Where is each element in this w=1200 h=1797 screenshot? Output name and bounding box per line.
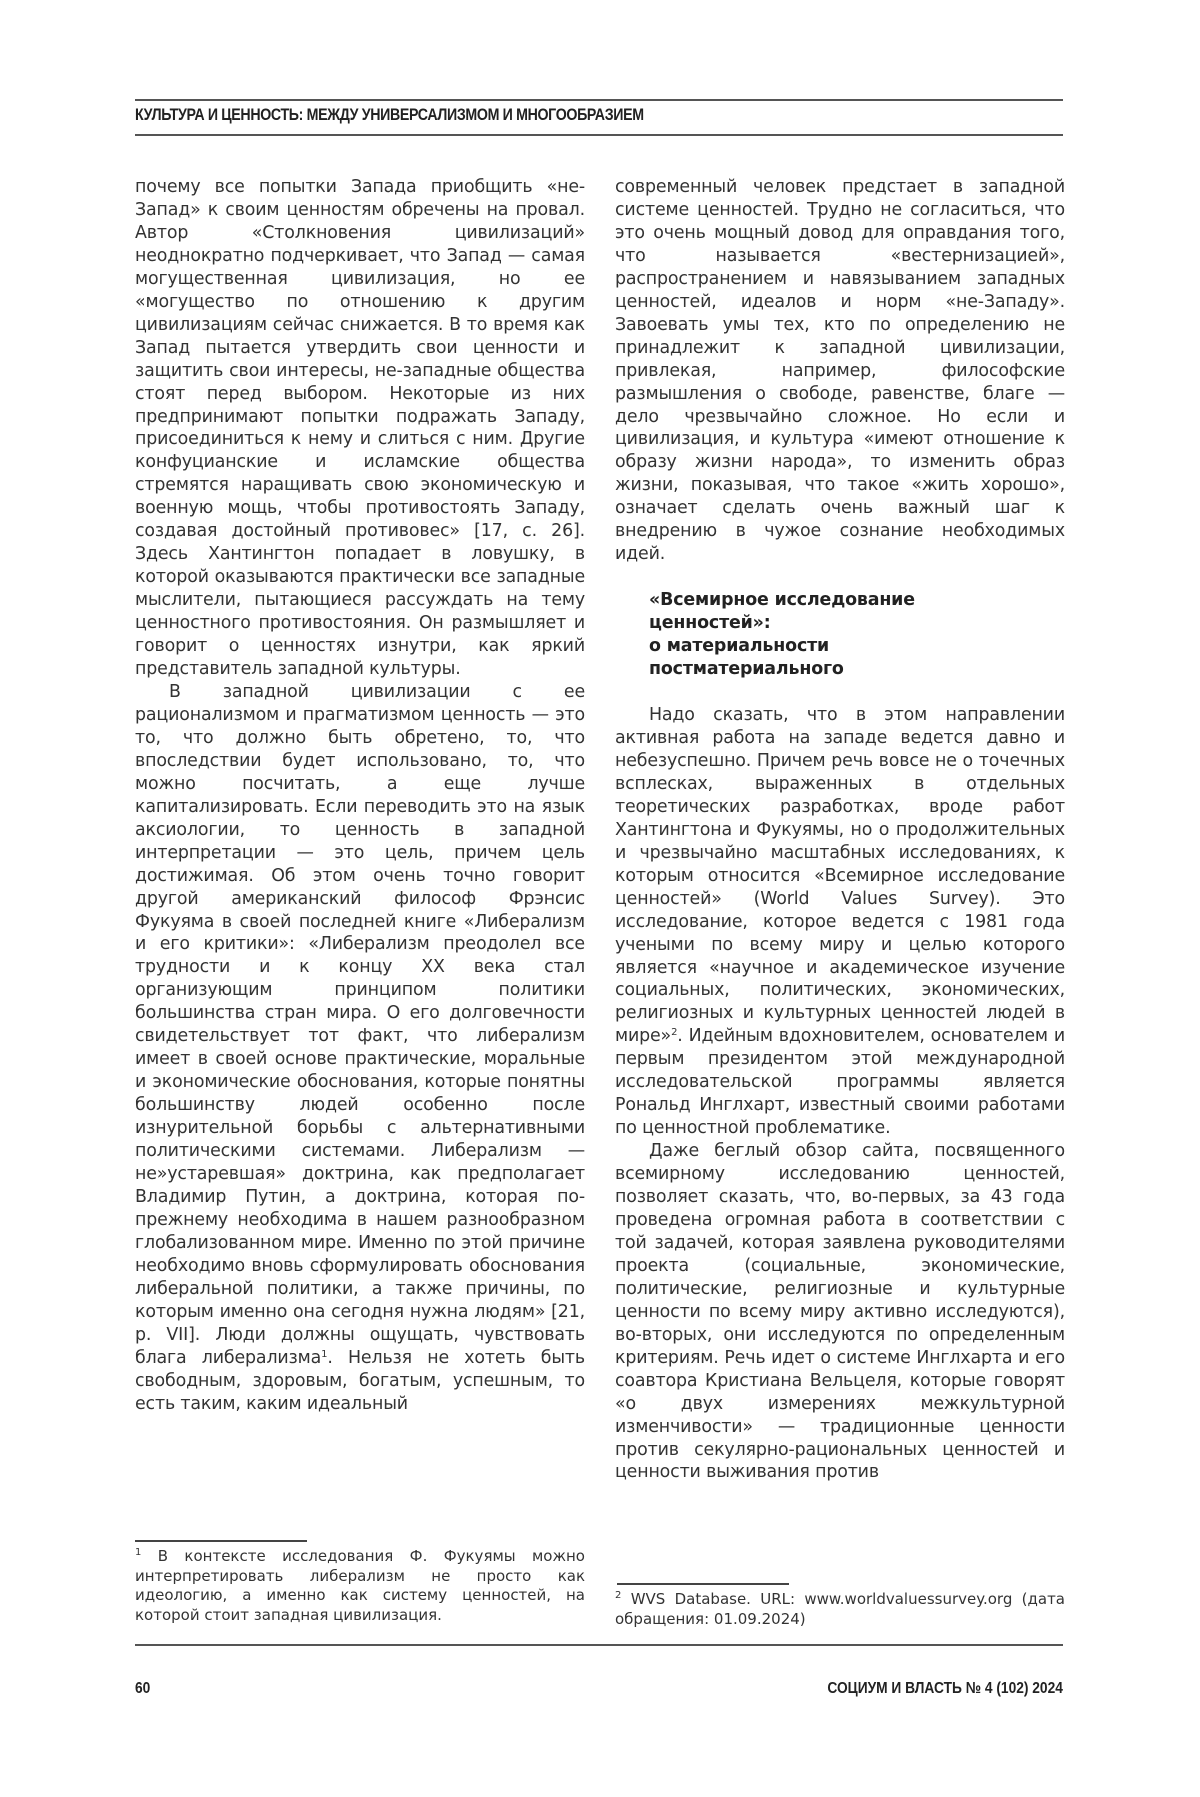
right-column bbox=[615, 176, 1065, 1484]
footer-rule bbox=[135, 1644, 1063, 1646]
running-title: КУЛЬТУРА И ЦЕННОСТЬ: МЕЖДУ УНИВЕРСАЛИЗМОМ И МНОГООБРАЗИЕМ bbox=[135, 106, 644, 124]
section-heading-line: о материальности bbox=[649, 636, 830, 657]
body-paragraph: Даже беглый обзор сайта, посвященного всемирному исследованию ценностей, позволяет сказать, что, во-первых, за 43 года проведена огромная работа в соответствии с той задачей, которая заявлена руководителями проекта (социальные, экономические, политические, религиозные и культурные ценности по всему миру активно исследуются), во-вторых, они исследуются по определенным критериям. Речь идет о системе Инглхарта и его соавтора Кристиана Вельцеля, которые говорят «о двух измерениях межкультурной изменчивости» — традиционные ценности против секулярно-рациональных ценностей и ценности выживания против bbox=[615, 1141, 1065, 1483]
body-paragraph bbox=[135, 681, 585, 1416]
paragraph-text: . Нельзя не хотеть быть свободным, здоровым, богатым, успешным, то есть таким, каким идеальный bbox=[135, 1347, 585, 1414]
page-number: 60 bbox=[135, 1680, 151, 1697]
footnote-text: В контексте исследования Ф. Фукуямы можно интерпретировать либерализм не просто как идеологию, а именно как систему ценностей, на которой стоит западная цивилизация. bbox=[135, 1547, 585, 1624]
paragraph-text: Надо сказать, что в этом направлении активная работа на западе ведется давно и небезуспешно. Причем речь вовсе не о точечных всплесках, выраженных в отдельных теоретических разработках, вроде работ Хантингтона и Фукуямы, но о продолжительных и чрезвычайно масштабных исследованиях, к которым относится «Всемирное исследование ценностей» (World Values Survey). Это исследование, которое ведется с 1981 года учеными по всему миру и целью которого является «научное и академическое изучение социальных, политических, экономических, религиозных и культурных ценностей людей в мире» bbox=[615, 705, 1065, 1047]
body-paragraph: почему все попытки Запада приобщить «не-Запад» к своим ценностям обречены на провал. Автор «Столкновения цивилизаций» неоднократно подчеркивает, что Запад — самая могущественная цивилизация, но ее «могущество по отношению к другим цивилизациям сейчас снижается. В то время как Запад пытается утвердить свои ценности и защитить свои интересы, не-западные общества стоят перед выбором. Некоторые из них предпринимают попытки подражать Западу, присоединиться к нему и слиться с ним. Другие конфуцианские и исламские общества стремятся наращивать свою экономическую и военную мощь, чтобы противостоять Западу, создавая достойный противовес» [17, с. 26]. Здесь Хантингтон попадает в ловушку, в которой оказываются практически все западные мыслители, пытающиеся рассуждать на тему ценностного противостояния. Он размышляет и говорит о ценностях изнутри, как яркий представитель западной культуры. bbox=[135, 177, 585, 680]
footnote-marker: 1 bbox=[135, 1547, 142, 1558]
footnote-separator bbox=[135, 1540, 307, 1542]
left-column bbox=[135, 176, 585, 1415]
body-paragraph: современный человек предстает в западной системе ценностей. Трудно не согласиться, что это очень мощный довод для оправдания того, что называется «вестернизацией», распространением и навязыванием западных ценностей, идеалов и норм «не-Западу». Завоевать умы тех, кто по определению не принадлежит к западной цивилизации, привлекая, например, философские размышления о свободе, равенстве, благе — дело чрезвычайно сложное. Но если и цивилизация, и культура «имеют отношение к образу жизни народа», то изменить образ жизни, показывая, что такое «жить хорошо», означает сделать очень важный шаг к внедрению в чужое сознание необходимых идей. bbox=[615, 177, 1065, 565]
section-heading-line: «Всемирное исследование bbox=[649, 590, 915, 611]
footnote-text: WVS Database. URL: www.worldvaluessurvey.org (дата обращения: 01.09.2024) bbox=[615, 1590, 1065, 1628]
footnote-ref[interactable]: 1 bbox=[321, 1348, 328, 1360]
footnote-2 bbox=[615, 1590, 1065, 1629]
paragraph-text: В западной цивилизации с ее рационализмом и прагматизмом ценность — это то, что должно быть обретено, то, что впоследствии будет использовано, то, что можно посчитать, а еще лучше капитализировать. Если переводить это на язык аксиологии, то ценность в западной интерпретации — это цель, причем цель достижимая. Об этом очень точно говорит другой американский философ Фрэнсис Фукуяма в своей последней книге «Либерализм и его критики»: «Либерализм преодолел все трудности и к концу XX века стал организующим принципом политики большинства стран мира. О его долговечности свидетельствует тот факт, что либерализм имеет в своей основе практические, моральные и экономические обоснования, которые понятны большинству людей особенно после изнурительной борьбы с альтернативными политическими системами. Либерализм — не»устаревшая» доктрина, как предполагает Владимир Путин, а доктрина, которая по-прежнему необходима в нашем разнообразном глобализованном мире. Именно по этой причине необходимо вновь сформулировать обоснования либеральной политики, а также причины, по которым именно она сегодня нужна людям» [21, p. VII]. Люди должны ощущать, чувствовать блага либерализма bbox=[135, 681, 585, 1368]
header-top-rule bbox=[135, 99, 1063, 101]
footnote-1 bbox=[135, 1547, 585, 1625]
section-heading bbox=[649, 589, 1065, 681]
section-heading-line: ценностей»: bbox=[649, 613, 771, 634]
footnote-separator bbox=[617, 1583, 789, 1585]
footnote-ref[interactable]: 2 bbox=[671, 1027, 678, 1039]
journal-issue: СОЦИУМ И ВЛАСТЬ № 4 (102) 2024 bbox=[827, 1680, 1063, 1697]
header-bottom-rule bbox=[135, 134, 1063, 136]
paragraph-text: . Идейным вдохновителем, основателем и первым президентом этой международной исследовательской программы является Рональд Инглхарт, известный своими работами по ценностной проблематике. bbox=[615, 1026, 1065, 1139]
footnote-marker: 2 bbox=[615, 1590, 622, 1601]
body-paragraph bbox=[615, 704, 1065, 1140]
section-heading-line: постматериального bbox=[649, 659, 844, 680]
